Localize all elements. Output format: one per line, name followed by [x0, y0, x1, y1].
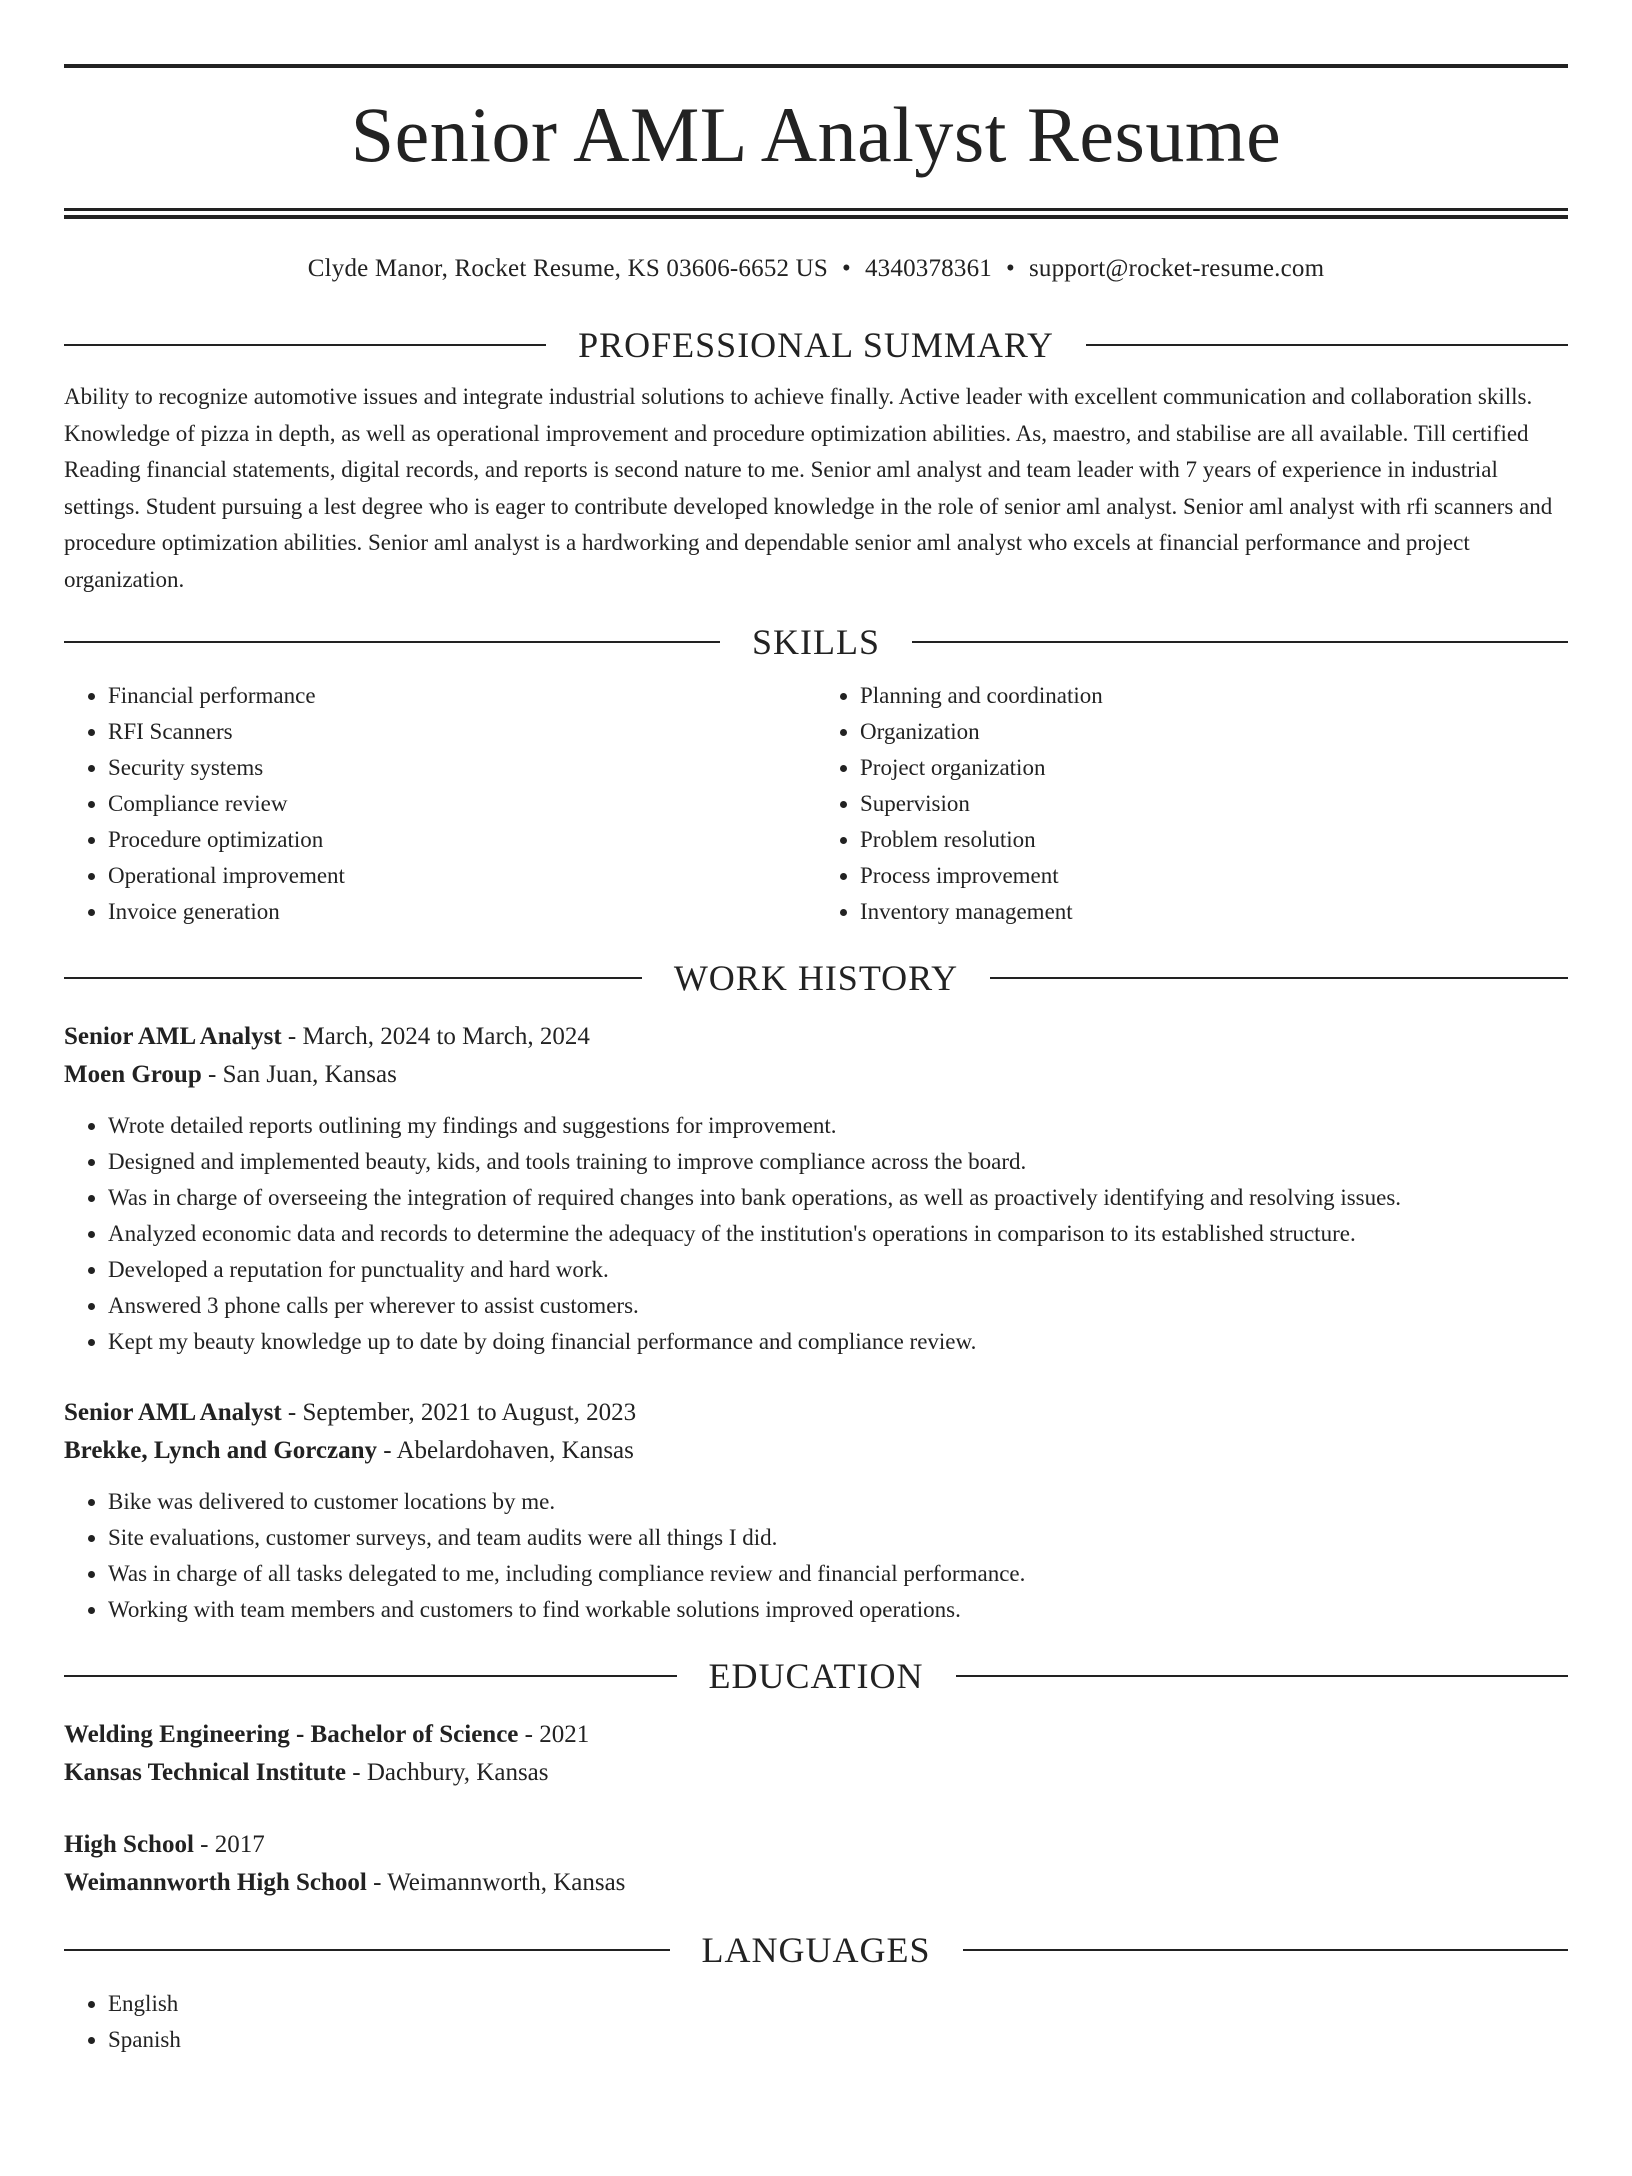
- education-school-line: [64, 1864, 1568, 1902]
- education-school: Weimannworth High School: [64, 1869, 367, 1896]
- job-bullet: • Kept my beauty knowledge up to date by doing financial performance and compliance review.: [108, 1324, 1568, 1360]
- divider-line: [912, 641, 1568, 643]
- job-location: - San Juan, Kansas: [201, 1061, 397, 1088]
- divider-line: [64, 1949, 670, 1951]
- job-dates: - September, 2021 to August, 2023: [281, 1399, 637, 1426]
- language-item: • Spanish: [108, 2022, 1568, 2058]
- education-location: - Weimannworth, Kansas: [366, 1869, 626, 1896]
- page-title: Senior AML Analyst Resume: [350, 91, 1282, 178]
- job-company-line: [64, 1432, 1568, 1470]
- job-bullet: • Wrote detailed reports outlining my findings and suggestions for improvement.: [108, 1108, 1568, 1144]
- skill-item: • Security systems: [108, 750, 816, 786]
- job-company: Moen Group: [64, 1061, 202, 1088]
- section-header-languages: [64, 1926, 1568, 1974]
- job-bullet: • Was in charge of all tasks delegated to me, including compliance review and financial performance.: [108, 1556, 1568, 1592]
- contact-address: Clyde Manor, Rocket Resume, KS 03606-6652 US: [307, 255, 829, 282]
- job-dates: - March, 2024 to March, 2024: [281, 1023, 590, 1050]
- section-title-skills: SKILLS: [752, 622, 881, 662]
- skill-item: • Supervision: [860, 786, 1568, 822]
- contact-line: [64, 251, 1568, 287]
- language-item: • English: [108, 1986, 1568, 2022]
- job-bullet: • Site evaluations, customer surveys, and team audits were all things I did.: [108, 1520, 1568, 1556]
- job-title: Senior AML Analyst: [64, 1023, 282, 1050]
- divider-line: [64, 641, 720, 643]
- skills-column-left: [64, 678, 816, 930]
- job-bullet: • Working with team members and customers to find workable solutions improved operations.: [108, 1592, 1568, 1628]
- job-entry: [64, 1394, 1568, 1628]
- languages-list: [64, 1986, 1568, 2058]
- job-location: - Abelardohaven, Kansas: [377, 1437, 634, 1464]
- skill-item: • Operational improvement: [108, 858, 816, 894]
- job-bullet: • Was in charge of overseeing the integration of required changes into bank operations, as well as proactively identifying and resolving issues.: [108, 1180, 1568, 1216]
- resume-page: [0, 64, 1632, 2176]
- top-rule: [64, 64, 1568, 68]
- skill-item: • Organization: [860, 714, 1568, 750]
- skills-list: [64, 678, 1568, 930]
- section-title-education: EDUCATION: [708, 1656, 924, 1696]
- skill-item: • Problem resolution: [860, 822, 1568, 858]
- section-title-work: WORK HISTORY: [673, 958, 959, 998]
- divider-line: [64, 1675, 677, 1677]
- skill-item: • Financial performance: [108, 678, 816, 714]
- job-bullets: [64, 1484, 1568, 1628]
- divider-line: [1086, 344, 1568, 346]
- skills-column-right: [816, 678, 1568, 930]
- education-school-line: [64, 1754, 1568, 1792]
- job-bullet: • Developed a reputation for punctuality and hard work.: [108, 1252, 1568, 1288]
- divider-line: [990, 977, 1568, 979]
- education-entry: [64, 1826, 1568, 1902]
- section-header-skills: [64, 618, 1568, 666]
- job-entry: [64, 1018, 1568, 1360]
- job-company-line: [64, 1056, 1568, 1094]
- job-title-line: [64, 1018, 1568, 1056]
- education-entry: [64, 1716, 1568, 1792]
- job-title-line: [64, 1394, 1568, 1432]
- section-header-education: [64, 1652, 1568, 1700]
- skill-item: • RFI Scanners: [108, 714, 816, 750]
- education-degree-line: [64, 1826, 1568, 1864]
- skill-item: • Process improvement: [860, 858, 1568, 894]
- education-year: - 2017: [193, 1831, 265, 1858]
- divider-line: [963, 1949, 1569, 1951]
- skill-item: • Procedure optimization: [108, 822, 816, 858]
- job-bullet: • Answered 3 phone calls per wherever to assist customers.: [108, 1288, 1568, 1324]
- skill-item: • Invoice generation: [108, 894, 816, 930]
- skill-item: • Compliance review: [108, 786, 816, 822]
- divider-line: [64, 344, 546, 346]
- contact-separator: •: [842, 255, 851, 282]
- skill-item: • Inventory management: [860, 894, 1568, 930]
- education-year: - 2021: [518, 1721, 590, 1748]
- section-header-summary: [64, 321, 1568, 369]
- divider-line: [64, 977, 642, 979]
- section-header-work: [64, 954, 1568, 1002]
- job-bullets: [64, 1108, 1568, 1360]
- education-degree: Welding Engineering - Bachelor of Science: [64, 1721, 519, 1748]
- contact-separator: •: [1005, 255, 1015, 282]
- section-title-languages: LANGUAGES: [701, 1930, 931, 1970]
- title-double-rule: [64, 208, 1568, 219]
- education-school: Kansas Technical Institute: [64, 1759, 347, 1786]
- job-company: Brekke, Lynch and Gorczany: [64, 1437, 378, 1464]
- education-degree: High School: [64, 1831, 194, 1858]
- job-bullet: • Bike was delivered to customer locations by me.: [108, 1484, 1568, 1520]
- job-bullet: • Analyzed economic data and records to determine the adequacy of the institution's operations in comparison to its established structure.: [108, 1216, 1568, 1252]
- education-location: - Dachbury, Kansas: [346, 1759, 549, 1786]
- skill-item: • Planning and coordination: [860, 678, 1568, 714]
- summary-text: Ability to recognize automotive issues and integrate industrial solutions to achieve finally. Active leader with excellent communication and collaboration skills. Knowledge of pizza in depth, as well as operational improvement and procedure optimization abilities. As, maestro, and stabilise are all available. Till certified Reading financial statements, digital records, and reports is second nature to me. Senior aml analyst and team leader with 7 years of experience in industrial settings. Student pursuing a lest degree who is eager to contribute developed knowledge in the role of senior aml analyst. Senior aml analyst with rfi scanners and procedure optimization abilities. Senior aml analyst is a hardworking and dependable senior aml analyst who excels at financial performance and project organization.: [64, 384, 1553, 592]
- job-bullet: • Designed and implemented beauty, kids, and tools training to improve compliance across the board.: [108, 1144, 1568, 1180]
- contact-email[interactable]: support@rocket-resume.com: [1028, 255, 1325, 282]
- job-title: Senior AML Analyst: [64, 1399, 282, 1426]
- education-degree-line: [64, 1716, 1568, 1754]
- contact-phone[interactable]: 4340378361: [864, 255, 992, 282]
- section-title-summary: PROFESSIONAL SUMMARY: [578, 325, 1054, 365]
- skill-item: • Project organization: [860, 750, 1568, 786]
- divider-line: [956, 1675, 1569, 1677]
